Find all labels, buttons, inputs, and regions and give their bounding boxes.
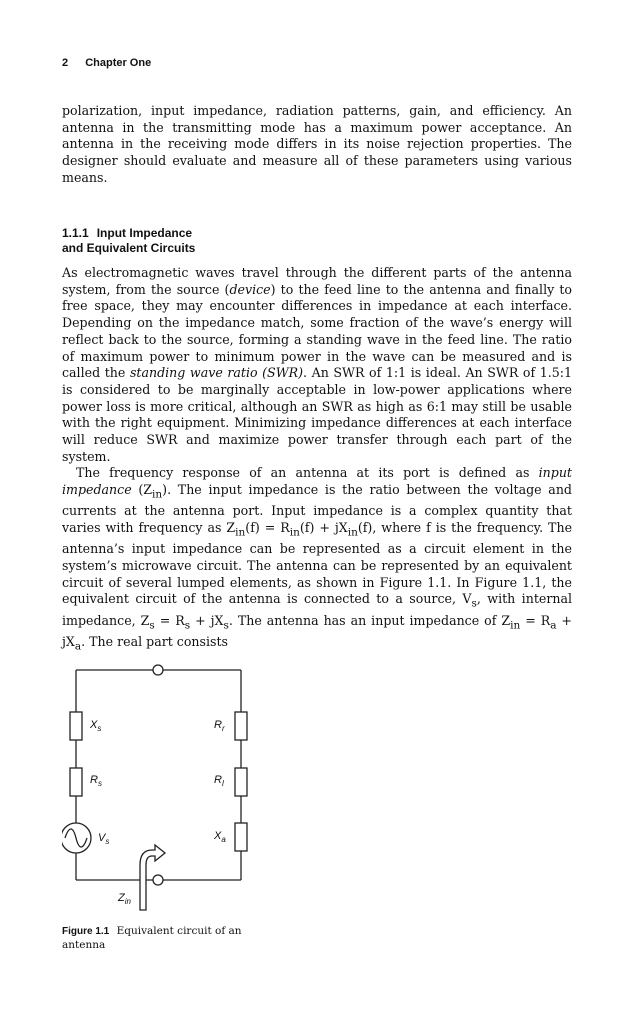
reactance-xa (235, 823, 247, 851)
caption-text: Equivalent circuit of an antenna (62, 925, 242, 951)
section-heading (62, 226, 362, 255)
section-title-line1: Input Impedance (96, 226, 193, 240)
section-number: 1.1.1 (62, 226, 89, 240)
label-xs: $X_s$ (90, 719, 102, 734)
input-impedance-paragraph: The frequency response of an antenna at its port is defined as input impedance $(Z_{in})$. The input impedance is the ratio between the voltage and currents at the antenna port. Input impedance is a complex quantity that varies with frequency as $Z_{in}(f) = R_{in}(f) + jX_{in}(f)$, where f is the frequency. The antenna’s input impedance can be represented as a circuit element in the system’s microwave circuit. The antenna can be represented by an equivalent circuit of several lumped elements, as shown in Figure 1.1. In Figure 1.1, the equivalent circuit of the antenna is connected to a source, $V_s$, with internal impedance, $Z_s = R_s + jX_s$. The antenna has an input impedance of $Z_{in} = R_a + jX_a$. The real part consists (62, 465, 573, 653)
label-rs: $R_s$ (90, 774, 102, 789)
resistor-rs (70, 768, 82, 796)
circuit-diagram (62, 660, 292, 920)
running-head (62, 57, 151, 69)
intro-paragraph-text: polarization, input impedance, radiation patterns, gain, and efficiency. An antenna in the transmitting mode has a maximum power acceptance. An antenna in the receiving mode differs in its noise rejection properties. The designer should evaluate and measure all of these parameters using various means. (62, 103, 572, 185)
caption-number: Figure 1.1 (62, 926, 110, 937)
bottom-terminal (153, 875, 163, 885)
section-body (62, 265, 572, 655)
resistor-rl (235, 768, 247, 796)
figure-caption (62, 925, 262, 951)
resistor-rr (235, 712, 247, 740)
label-rl: $R_l$ (214, 774, 224, 789)
label-vs: $V_s$ (98, 832, 110, 847)
top-terminal (153, 665, 163, 675)
intro-paragraph (62, 103, 572, 187)
label-zin: $Z_{in}$ (118, 892, 131, 907)
label-rr: $R_r$ (214, 719, 225, 734)
swr-paragraph: As electromagnetic waves travel through the different parts of the antenna system, from the source (device) to the feed line to the antenna and finally to free space, they may encounter differences in impedance at each interface. Depending on the impedance match, some fraction of the wave’s energy will reflect back to the source, forming a standing wave in the feed line. The ratio of maximum power to minimum power in the wave can be measured and is called the standing wave ratio (SWR). An SWR of 1:1 is ideal. An SWR of 1.5:1 is considered to be marginally acceptable in low-power applications where power loss is more critical, although an SWR as high as 6:1 may still be usable with the right equipment. Minimizing impedance differences at each interface will reduce SWR and maximize power transfer through each part of the system. (62, 265, 572, 464)
equivalent-circuit-figure (62, 660, 292, 920)
section-title-line2: and Equivalent Circuits (62, 240, 196, 255)
label-xa: $X_a$ (214, 830, 226, 845)
resistor-xs (70, 712, 82, 740)
chapter-title: Chapter One (85, 57, 152, 69)
page-number: 2 (62, 57, 69, 69)
